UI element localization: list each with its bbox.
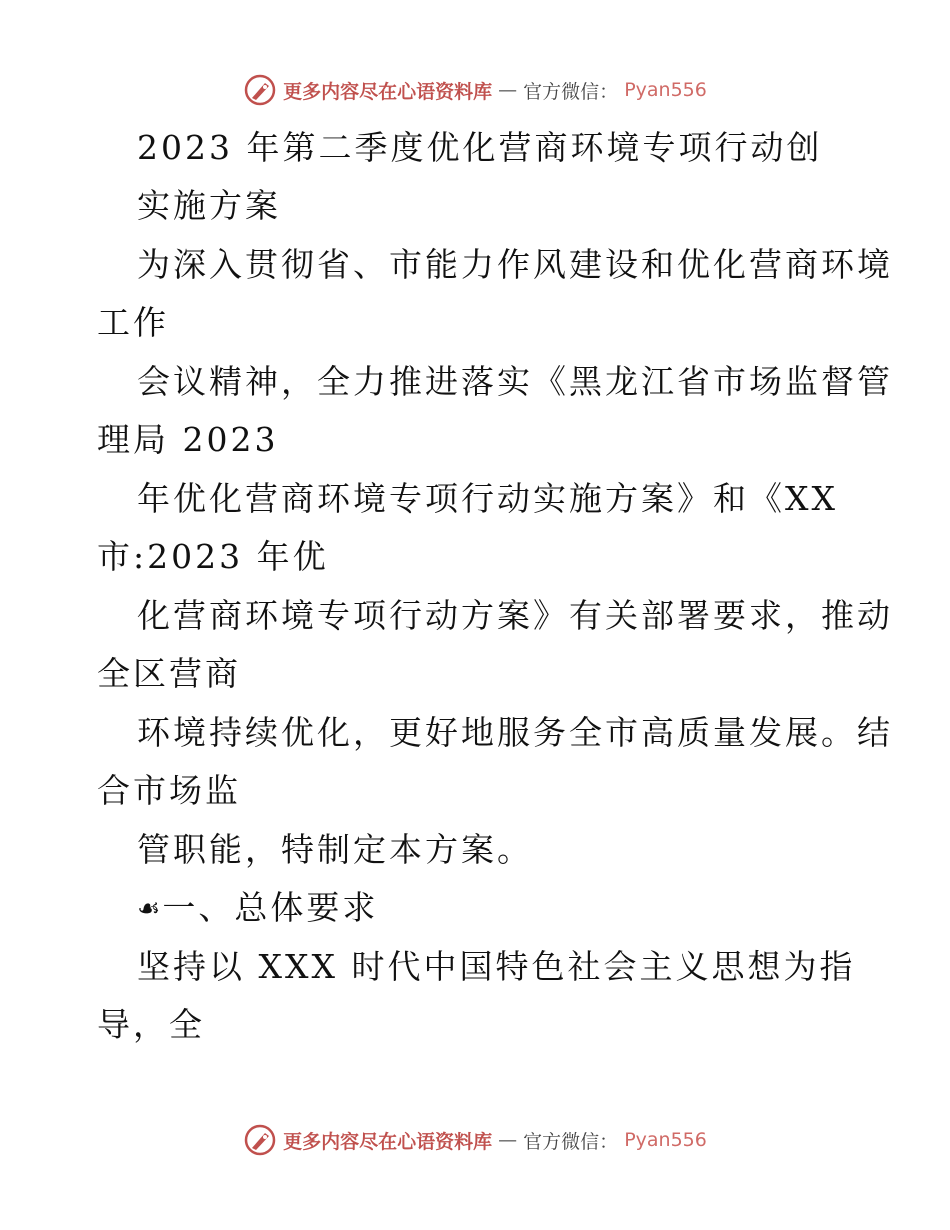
watermark-title: 更多内容尽在心语资料库 [283, 80, 493, 103]
paragraph-line: 市:2023 年优 [97, 537, 329, 576]
doc-title-line-2: 实施方案 [137, 186, 281, 225]
paragraph-line: 化营商环境专项行动方案》有关部署要求，推动 [137, 596, 893, 635]
watermark-wechat-id: Pyan556 [624, 79, 707, 101]
watermark-wechat-label: 官方微信： [523, 1130, 619, 1153]
paragraph-line: 理局 2023 [97, 420, 279, 459]
watermark-title: 更多内容尽在心语资料库 [283, 1130, 493, 1153]
paragraph-line: 为深入贯彻省、市能力作风建设和优化营商环境 [137, 245, 893, 284]
fountain-pen-icon [243, 73, 277, 107]
paragraph-line: 坚持以 XXX 时代中国特色社会主义思想为指 [137, 947, 856, 986]
paragraph-line: 全区营商 [97, 654, 241, 693]
watermark-separator: — [498, 1129, 518, 1151]
paragraph-line: 年优化营商环境专项行动实施方案》和《XX [137, 479, 838, 518]
watermark-wechat-label: 官方微信： [523, 80, 619, 103]
paragraph-line: 环境持续优化，更好地服务全市高质量发展。结 [137, 713, 893, 752]
paragraph-line: 会议精神，全力推进落实《黑龙江省市场监督管 [137, 362, 893, 401]
ornament-swirl-icon: ☙ [137, 894, 161, 924]
section-heading-text: 一、总体要求 [162, 888, 379, 927]
paragraph-line: 导，全 [97, 1005, 205, 1044]
section-heading [137, 888, 378, 929]
watermark-footer [0, 1120, 950, 1160]
doc-title-line-1: 2023 年第二季度优化营商环境专项行动创 [137, 128, 823, 167]
paragraph-line: 管职能，特制定本方案。 [137, 830, 533, 869]
fountain-pen-icon [243, 1123, 277, 1157]
watermark-header [0, 70, 950, 110]
watermark-wechat-id: Pyan556 [624, 1129, 707, 1151]
paragraph-line: 合市场监 [97, 771, 241, 810]
paragraph-line: 工作 [97, 303, 169, 342]
watermark-separator: — [498, 79, 518, 101]
